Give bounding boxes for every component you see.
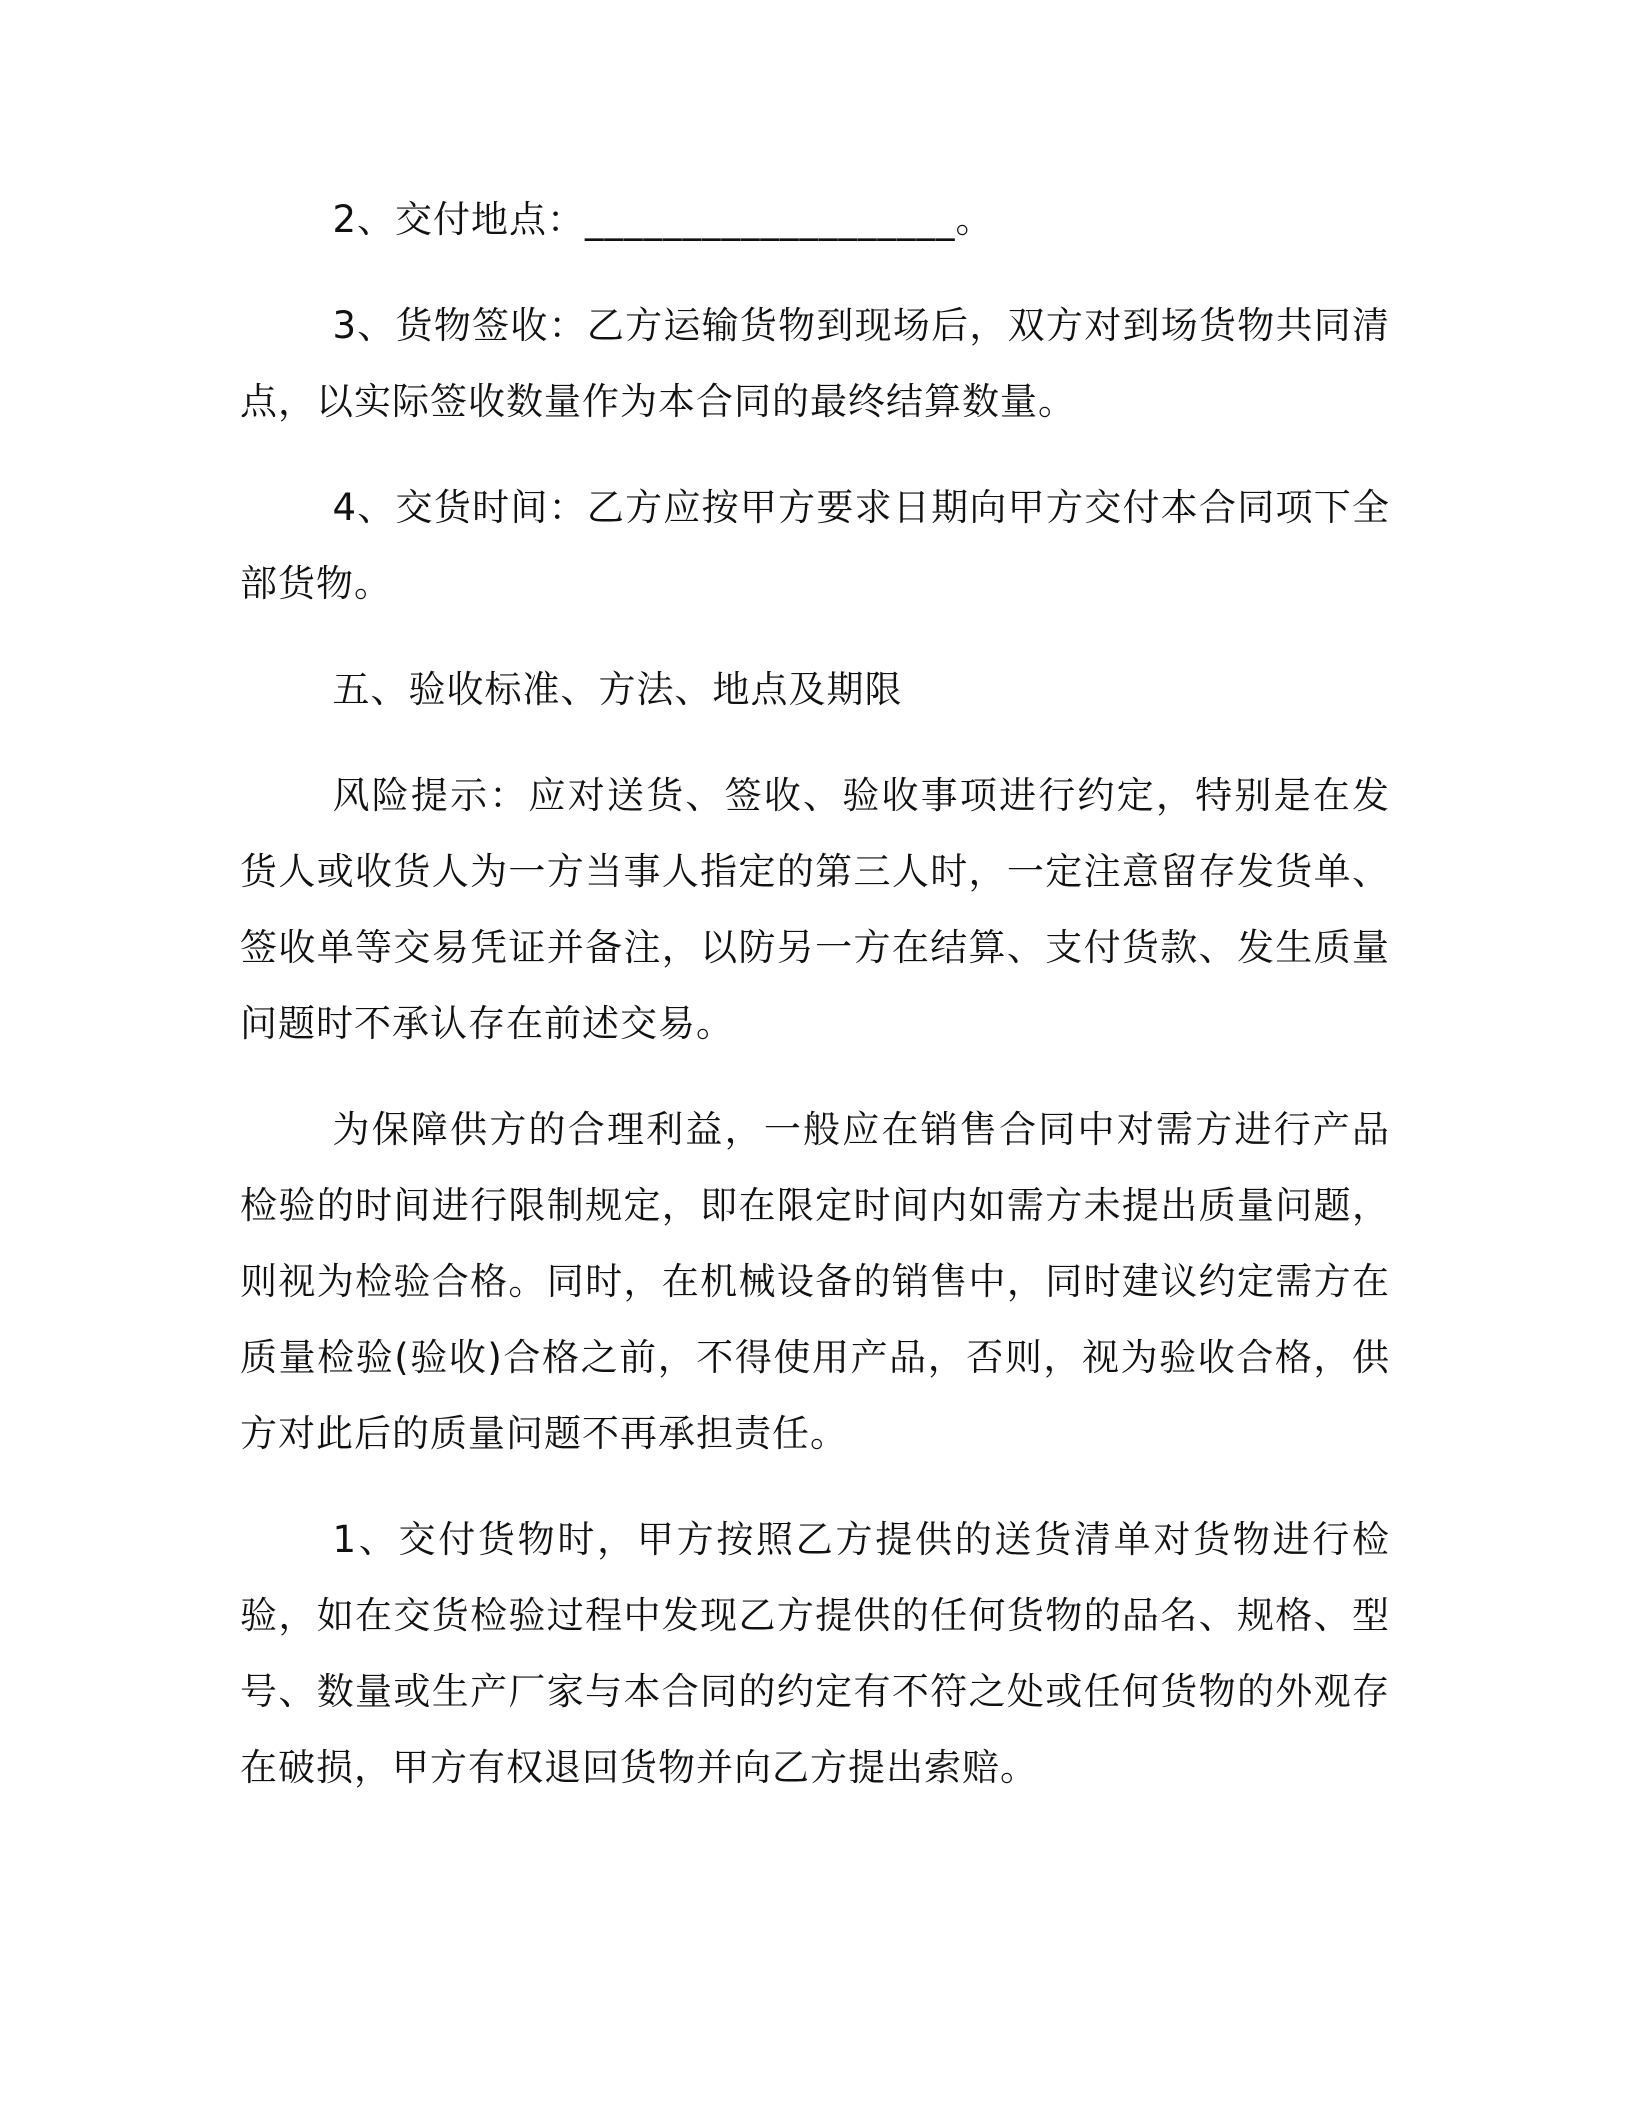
clause-goods-receipt: 3、货物签收：乙方运输货物到现场后，双方对到场货物共同清点，以实际签收数量作为本合同的最终结算数量。 bbox=[240, 304, 1390, 423]
clause-inspection: 1、交付货物时，甲方按照乙方提供的送货清单对货物进行检验，如在交货检验过程中发现乙方提供的任何货物的品名、规格、型号、数量或生产厂家与本合同的约定有不符之处或任何货物的外观存在破损，甲方有权退回货物并向乙方提出索赔。 bbox=[240, 1518, 1390, 1789]
clause-delivery-location: 2、交付地点：___________________。 bbox=[332, 198, 994, 241]
clause-delivery-time: 4、交货时间：乙方应按甲方要求日期向甲方交付本合同项下全部货物。 bbox=[240, 486, 1390, 605]
section-heading-acceptance: 五、验收标准、方法、地点及期限 bbox=[332, 668, 903, 711]
document-body bbox=[240, 182, 1390, 1836]
supplier-interest-note: 为保障供方的合理利益，一般应在销售合同中对需方进行产品检验的时间进行限制规定，即在限定时间内如需方未提出质量问题，则视为检验合格。同时，在机械设备的销售中，同时建议约定需方在质量检验(验收)合格之前，不得使用产品，否则，视为验收合格，供方对此后的质量问题不再承担责任。 bbox=[240, 1108, 1390, 1455]
risk-notice: 风险提示：应对送货、签收、验收事项进行约定，特别是在发货人或收货人为一方当事人指定的第三人时，一定注意留存发货单、签收单等交易凭证并备注，以防另一方在结算、支付货款、发生质量问题时不承认存在前述交易。 bbox=[240, 774, 1390, 1045]
